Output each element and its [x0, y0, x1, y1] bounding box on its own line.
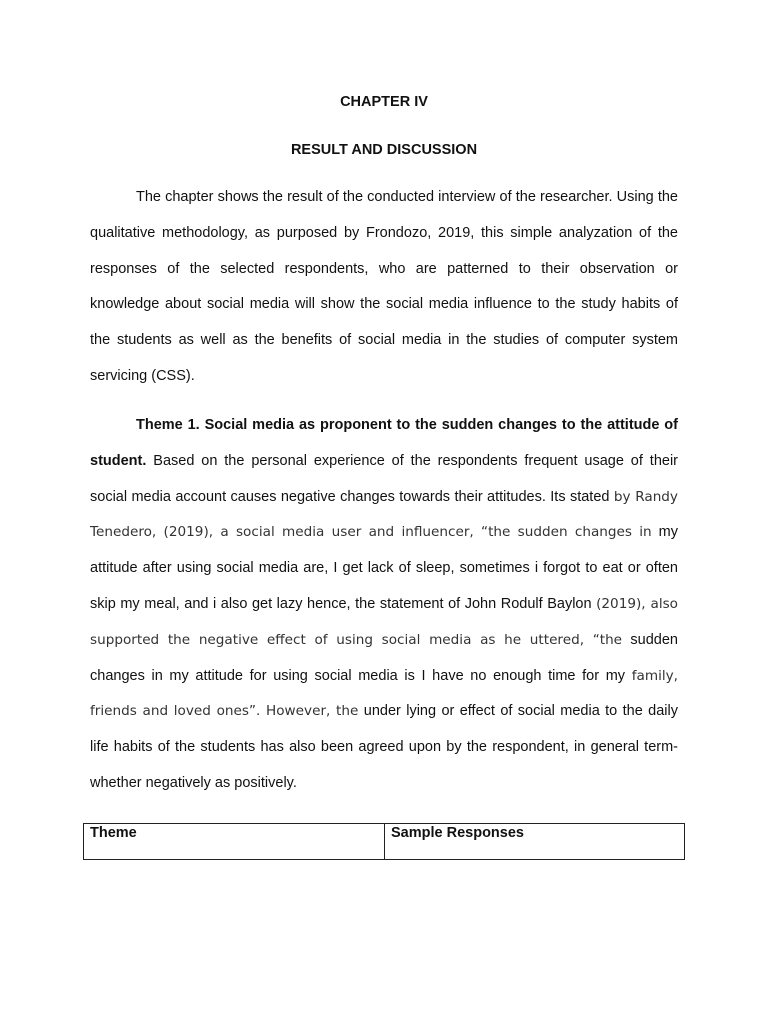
table-header-theme: Theme	[84, 824, 385, 860]
theme-paragraph-quote-3: family, friends and loved ones”. However, the	[90, 667, 678, 720]
theme-paragraph-text-3: sudden changes in my attitude for using social media is I have no enough time for my	[90, 631, 678, 684]
theme-heading: Theme 1. Social media as proponent to the sudden changes to the attitude of student.	[90, 417, 678, 469]
theme-paragraph-text-1: Based on the personal experience of the respondents frequent usage of their social media account causes negative changes towards their attitudes. Its stated	[90, 452, 678, 505]
intro-paragraph-text: The chapter shows the result of the conducted interview of the researcher. Using the qualitative methodology, as purposed by Frondozo, 2019, this simple analyzation of the responses of the selected respondents, who are patterned to their observation or knowledge about social media will show the social media influence to the study habits of the students as well as the benefits of social media in the studies of computer system servicing (CSS).	[90, 189, 678, 384]
table-header-row	[84, 824, 685, 860]
table-header-sample-responses: Sample Responses	[385, 824, 685, 860]
theme-paragraph-text-2: my attitude after using social media are, I get lack of sleep, sometimes i forgot to eat or often skip my meal, and i also get lazy hence, the statement of John Rodulf Baylon	[90, 524, 679, 612]
section-title: RESULT AND DISCUSSION	[290, 142, 478, 158]
theme-paragraph-text-4: under lying or effect of social media to the daily life habits of the students has also been agreed upon by the respondent, in general term-whether negatively as positively.	[90, 703, 678, 791]
theme-1-paragraph	[90, 408, 678, 802]
theme-paragraph-quote-2: (2019), also supported the negative effect of using social media as he uttered, “the	[90, 595, 678, 648]
theme-paragraph-quote-1: by Randy Tenedero, (2019), a social media user and influencer, “the sudden changes in	[90, 488, 678, 541]
responses-table	[83, 823, 685, 860]
intro-paragraph	[90, 180, 678, 395]
chapter-title: CHAPTER IV	[340, 94, 428, 110]
